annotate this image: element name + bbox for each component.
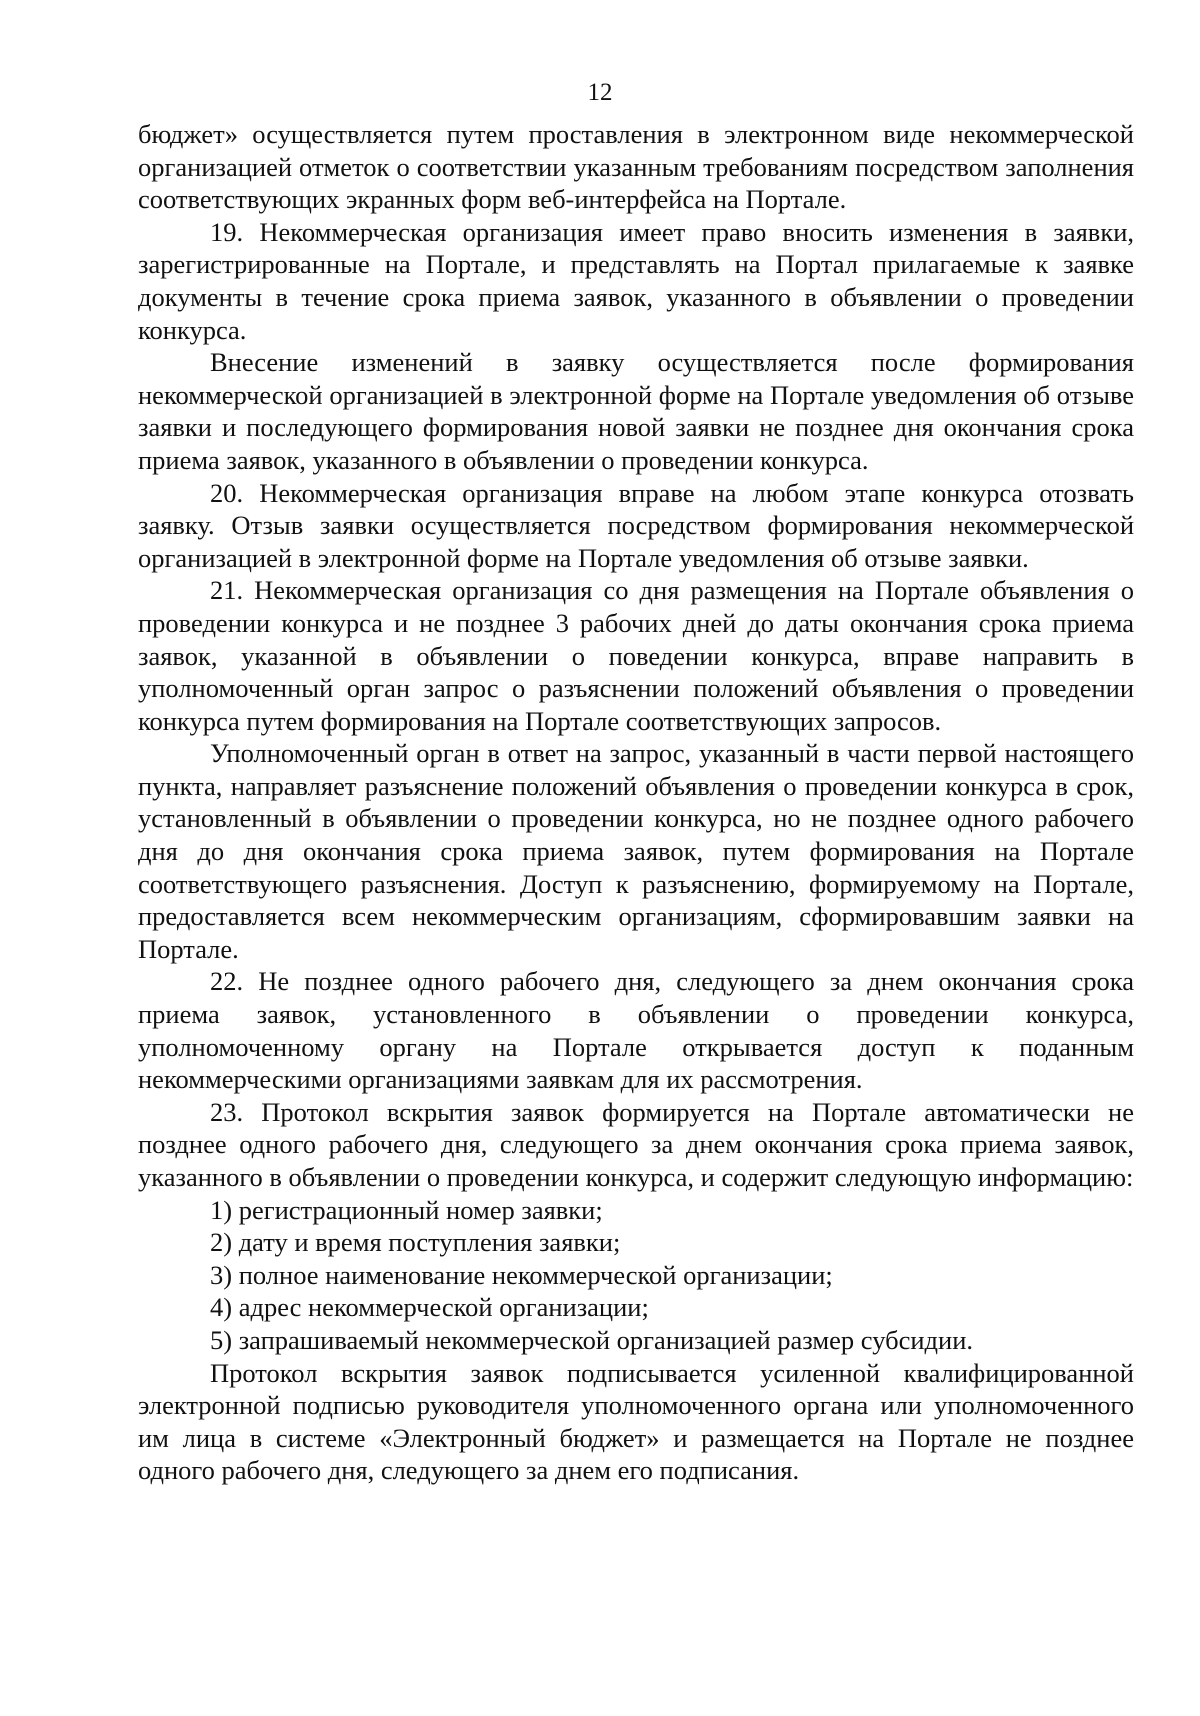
document-body: [138, 118, 1134, 1487]
protocol-contents-list: [138, 1194, 1134, 1357]
paragraph-item-19-changes: Внесение изменений в заявку осуществляется после формирования некоммерческой организацией в электронной форме на Портале уведомления об отзыве заявки и последующего формирования новой заявки не позднее дня окончания срока приема заявок, указанного в объявлении о проведении конкурса.: [138, 347, 1134, 475]
list-item: 5) запрашиваемый некоммерческой организацией размер субсидии.: [210, 1324, 974, 1355]
list-item: 2) дату и время поступления заявки;: [210, 1227, 621, 1258]
page-number: 12: [587, 79, 613, 106]
paragraph-item-22: 22. Не позднее одного рабочего дня, следующего за днем окончания срока приема заявок, установленного в объявлении о проведении конкурса, уполномоченному органу на Портале открывается доступ к поданным некоммерческими организациями заявкам для их рассмотрения.: [138, 966, 1134, 1095]
list-item: 4) адрес некоммерческой организации;: [210, 1292, 649, 1323]
paragraph-item-20: 20. Некоммерческая организация вправе на любом этапе конкурса отозвать заявку. Отзыв заявки осуществляется посредством формирования некоммерческой организацией в электронной форме на Портале уведомления об отзыве заявки.: [138, 477, 1134, 573]
paragraph-item-21-response: Уполномоченный орган в ответ на запрос, указанный в части первой настоящего пункта, направляет разъяснение положений объявления о проведении конкурса в срок, установленный в объявлении о проведении конкурса, но не позднее одного рабочего дня до дня окончания срока приема заявок, путем формирования на Портале соответствующего разъяснения. Доступ к разъяснению, формируемому на Портале, предоставляется всем некоммерческим организациям, сформировавшим заявки на Портале.: [138, 738, 1134, 964]
paragraph-item-19: 19. Некоммерческая организация имеет право вносить изменения в заявки, зарегистрированные на Портале, и представлять на Портал прилагаемые к заявке документы в течение срока приема заявок, указанного в объявлении о проведении конкурса.: [138, 216, 1134, 345]
paragraph-item-23: 23. Протокол вскрытия заявок формируется на Портале автоматически не позднее одного рабочего дня, следующего за днем окончания срока приема заявок, указанного в объявлении о проведении конкурса, и содержит следующую информацию:: [138, 1096, 1134, 1192]
list-item: 1) регистрационный номер заявки;: [210, 1194, 603, 1225]
paragraph-item-21: 21. Некоммерческая организация со дня размещения на Портале объявления о проведении конкурса и не позднее 3 рабочих дней до даты окончания срока приема заявок, указанной в объявлении о поведении конкурса, вправе направить в уполномоченный орган запрос о разъяснении положений объявления о проведении конкурса путем формирования на Портале соответствующих запросов.: [138, 575, 1134, 736]
paragraph-continuation: бюджет» осуществляется путем проставления в электронном виде некоммерческой организацией отметок о соответствии указанным требованиям посредством заполнения соответствующих экранных форм веб-интерфейса на Портале.: [138, 119, 1134, 215]
paragraph-protocol-signing: Протокол вскрытия заявок подписывается усиленной квалифицированной электронной подписью руководителя уполномоченного органа или уполномоченного им лица в системе «Электронный бюджет» и размещается на Портале не позднее одного рабочего дня, следующего за днем его подписания.: [138, 1357, 1134, 1486]
list-item: 3) полное наименование некоммерческой организации;: [210, 1259, 833, 1290]
